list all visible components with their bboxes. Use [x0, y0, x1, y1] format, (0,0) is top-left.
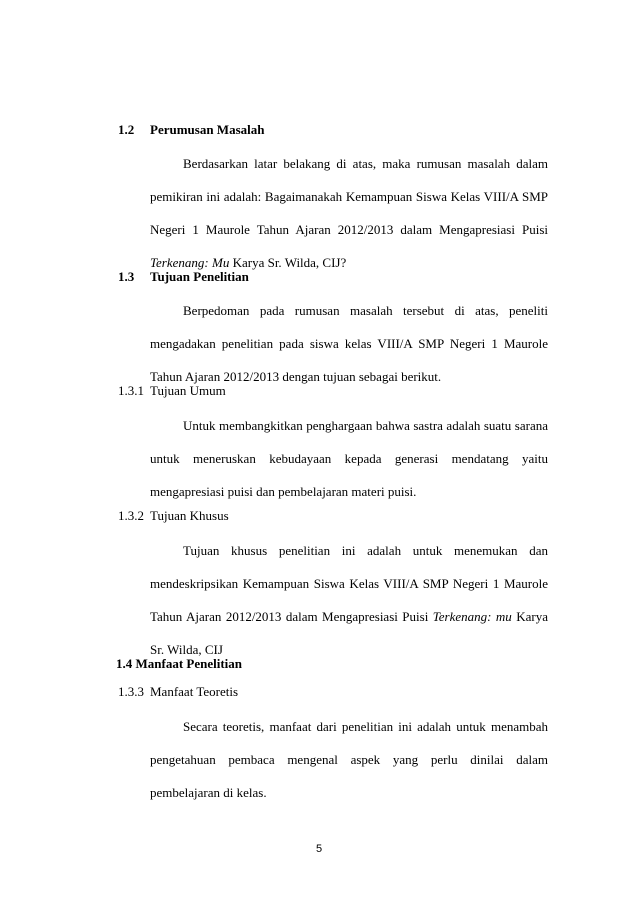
paragraph-line: Negeri 1 Maurole Tahun Ajaran 2012/2013 dalam Mengapresiasi Puisi: [150, 222, 548, 237]
italic-title: Terkenang: Mu: [150, 255, 230, 270]
subsection-heading-1-3-3: [118, 684, 238, 700]
paragraph-line: Untuk membangkitkan penghargaan bahwa sastra adalah suatu sarana: [183, 418, 548, 433]
line-text: Tahun Ajaran 2012/2013 dalam Mengapresiasi Puisi: [150, 609, 433, 624]
section-number: 1.2: [118, 122, 135, 137]
section-title: Tujuan Penelitian: [150, 269, 249, 284]
section-title: Manfaat Teoretis: [150, 684, 239, 699]
paragraph-line: untuk meneruskan kebudayaan kepada generasi mendatang yaitu: [150, 451, 548, 466]
italic-title: Terkenang: mu: [432, 609, 512, 624]
section-number: 1.3.1: [118, 383, 144, 398]
paragraph-tujuan-umum: [150, 409, 548, 508]
section-heading-1-2: [118, 122, 264, 138]
paragraph-line: mengadakan penelitian pada siswa kelas VIII/A SMP Negeri 1 Maurole: [150, 336, 548, 351]
section-heading-1-4: [116, 656, 242, 672]
paragraph-line: mendeskripsikan Kemampuan Siswa Kelas VIII/A SMP Negeri 1 Maurole: [150, 576, 548, 591]
paragraph-tujuan-khusus: [150, 534, 548, 666]
paragraph-line: Secara teoretis, manfaat dari penelitian ini adalah untuk menambah: [183, 719, 548, 734]
paragraph-line: mengapresiasi puisi dan pembelajaran materi puisi.: [150, 484, 417, 499]
paragraph-line: pemikiran ini adalah: Bagaimanakah Kemampuan Siswa Kelas VIII/A SMP: [150, 189, 548, 204]
paragraph-line: Berdasarkan latar belakang di atas, maka rumusan masalah dalam: [183, 156, 548, 171]
subsection-heading-1-3-1: [118, 383, 226, 399]
section-heading-1-3: [118, 269, 249, 285]
paragraph-line: pembelajaran di kelas.: [150, 785, 267, 800]
paragraph-line: [150, 600, 548, 633]
section-number: 1.3: [118, 269, 135, 284]
section-number: 1.3.3: [118, 684, 144, 699]
paragraph-perumusan-masalah: [150, 147, 548, 279]
section-title: Tujuan Khusus: [150, 508, 229, 523]
section-number: 1.3.2: [118, 508, 144, 523]
line-text: Karya: [511, 609, 549, 624]
line-text: Karya Sr. Wilda, CIJ?: [229, 255, 347, 270]
paragraph-line: Tujuan khusus penelitian ini adalah untuk menemukan dan: [183, 543, 548, 558]
paragraph-line: pengetahuan pembaca mengenal aspek yang perlu dinilai dalam: [150, 752, 548, 767]
section-title: 1.4 Manfaat Penelitian: [116, 656, 243, 671]
paragraph-line: Tahun Ajaran 2012/2013 dengan tujuan sebagai berikut.: [150, 369, 442, 384]
section-title: Tujuan Umum: [150, 383, 226, 398]
page-number: 5: [315, 843, 323, 855]
paragraph-line: Berpedoman pada rumusan masalah tersebut di atas, peneliti: [183, 303, 548, 318]
subsection-heading-1-3-2: [118, 508, 229, 524]
paragraph-tujuan-penelitian: [150, 294, 548, 393]
paragraph-manfaat-teoretis: [150, 710, 548, 809]
section-title: Perumusan Masalah: [150, 122, 265, 137]
paragraph-line: Sr. Wilda, CIJ: [150, 642, 223, 657]
